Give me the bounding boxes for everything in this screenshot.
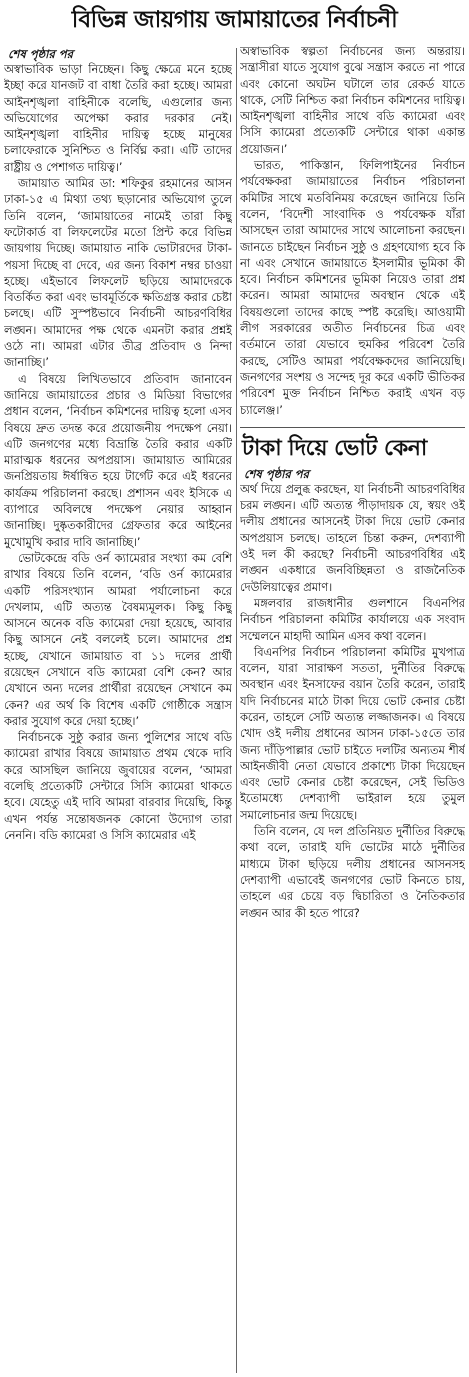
- article-paragraph: নির্বাচনকে সুষ্ঠু করার জন্য পুলিশের সাথে বডি ক্যামেরা রাখার বিষয়ে জামায়াত প্রথম থেকে দাবি করে আসছিল জানিয়ে জুবায়ের বলেন, ‘আমরা বলেছি প্রত্যেকটি সেন্টারে সিসি ক্যামেরা থাকতে হবে। যেহেতু এই দাবি আমরা বারবার দিয়েছি, কিন্তু এখন পর্যন্ত সন্তোষজনক কোনো উদ্যোগ তারা নেননি। বডি ক্যামেরা ও সিসি ক্যামেরার এই: [4, 731, 232, 842]
- column-divider: [236, 48, 237, 1373]
- article-paragraph: ভোটকেন্দ্রে বডি ওর্ন ক্যামেরার সংখ্যা কম বেশি রাখার বিষয়ে তিনি বলেন, ‘বডি ওর্ন ক্যামেরার একটি পরিসংখ্যান আমরা পর্যালোচনা করে দেখলাম, এটি অত্যন্ত বৈষম্যমূলক। কিছু কিছু আসনে অনেক বডি ক্যামেরা দেয়া হয়েছে, আবার কিছু আসনে নেই বললেই চলে। আমাদের প্রশ্ন হচ্ছে, যেখানে জামায়াত বা ১১ দলের প্রার্থী রয়েছেন সেখানে বডি ক্যামেরা বেশি কেন? আর যেখানে অন্য দলের প্রার্থীরা রয়েছেন সেখানে কম কেন? এর অর্থ কি বিশেষ একটি গোষ্ঠীকে সন্ত্রাস করার সুযোগ করে দেয়া হচ্ছে।’: [4, 551, 232, 728]
- article-paragraph: জামায়াত আমির ডা: শফিকুর রহমানের আসন ঢাকা-১৫ এ মিথ্যা তথ্য ছড়ানোর অভিযোগ তুলে তিনি বলেন, ‘জামায়াতের নামেই তারা কিছু ফটোকার্ড বা লিফলেটের মতো প্রিন্ট করে বিভিন্ন জায়গায় দিচ্ছে। জামায়াত নাকি ভোটারদের টাকা-পয়সা দিচ্ছে বা দেবে, এর জন্য বিকাশ নম্বর চাওয়া হচ্ছে। এইভাবে লিফলেট ছড়িয়ে আমাদেরকে বিতর্কিত করা এবং ভাবমূর্তিকে ক্ষতিগ্রস্ত করার চেষ্টা চলছে। এটি সুস্পষ্টভাবে নির্বাচনী আচরণবিধির লঙ্ঘন। আমাদের পক্ষ থেকে এমনটা করার প্রশ্নই ওঠে না। আমরা এটার তীব্র প্রতিবাদ ও নিন্দা জানাচ্ছি।’: [4, 177, 232, 370]
- article-paragraph: অস্বাভাবিক স্বল্পতা নির্বাচনের জন্য অন্তরায়। সন্ত্রাসীরা যাতে সুযোগ বুঝে সন্ত্রাস করতে না পারে এবং কোনো অঘটন ঘটালে তার রেকর্ড যাতে থাকে, সেটি নিশ্চিত করা নির্বাচন কমিশনের দায়িত্ব। আইনশৃঙ্খলা বাহিনীর সাথে বডি ক্যামেরা এবং সিসি ক্যামেরা প্রত্যেকটি সেন্টারে থাকা একান্ত প্রয়োজন।’: [240, 45, 465, 156]
- headline: বিভিন্ন জায়গায় জামায়াতের নির্বাচনী: [71, 7, 398, 33]
- article-paragraph: বিএনপির নির্বাচন পরিচালনা কমিটির মুখপাত্র বলেন, যারা সারাক্ষণ সততা, দুর্নীতির বিরুদ্ধে অবস্থান এবং ইনসাফের বয়ান তৈরি করেন, তারাই যদি নির্বাচনের মাঠে টাকা দিয়ে ভোট কেনার চেষ্টা করেন, তাহলে সেটি অত্যন্ত লজ্জাজনক। এ বিষয়ে খোদ ওই দলীয় প্রধানের আসন ঢাকা-১৫তে তার জন্য দাঁড়িপাল্লার ভোট চাইতে দলটির অন্যতম শীর্ষ আইনজীবী নেতা যেভাবে প্রকাশ্যে টাকা দিয়েছেন এবং ভোট কেনার চেষ্টা করেছেন, সেই ভিডিও ইতোমধ্যে দেশব্যাপী ভাইরাল হয়ে তুমুল সমালোচনার জন্ম দিয়েছে।: [240, 645, 465, 822]
- left-column: [4, 44, 232, 1377]
- section-divider: [240, 427, 465, 428]
- article-paragraph: ভারত, পাকিস্তান, ফিলিপাইনের নির্বাচন পর্যবেক্ষকরা জামায়াতের নির্বাচন পরিচালনা কমিটির সাথে মতবিনিময় করেছেন জানিয়ে তিনি বলেন, ‘বিদেশী সাংবাদিক ও পর্যবেক্ষক যাঁরা আসছেন তারা আমাদের সাথে আলোচনা করছেন। জানতে চাইছেন নির্বাচন সুষ্ঠু ও গ্রহণযোগ্য হবে কি না এবং সেখানে জামায়াতে ইসলামীর ভূমিকা কী হবে। নির্বাচন কমিশনের ভূমিকা নিয়েও তারা প্রশ্ন করেন। আমরা আমাদের অবস্থান থেকে এই বিষয়গুলো তাদের কাছে স্পষ্ট করেছি। আওয়ামী লীগ সরকারের অতীত নির্বাচনের চিত্র এবং বর্তমানে তারা যেভাবে হুমকির পরিবেশ তৈরি করছে, সেটিও আমরা পর্যবেক্ষকদের জানিয়েছি। জনগণের সংশয় ও সন্দেহ দূর করে একটি ভীতিকর পরিবেশ মুক্ত নির্বাচন নিশ্চিত করাই এখন বড় চ্যালেঞ্জ।’: [240, 159, 465, 417]
- article-paragraph: অর্থ দিয়ে প্রলুব্ধ করছেন, যা নির্বাচনী আচরণবিধির চরম লঙ্ঘন। এটি অত্যন্ত পীড়াদায়ক যে, স্বয়ং ওই দলীয় প্রধানের আসনেই টাকা দিয়ে ভোট কেনার অপপ্রয়াস চলছে। তাহলে চিন্তা করুন, দেশব্যাপী ওই দল কী করছে? নির্বাচনী আচরণবিধির এই লঙ্ঘন একধারে জনবিচ্ছিন্নতা ও রাজনৈতিক দেউলিয়াত্বের প্রমাণ।: [240, 482, 465, 594]
- sub-headline: টাকা দিয়ে ভোট কেনা: [242, 435, 427, 461]
- article-paragraph: মঙ্গলবার রাজধানীর গুলশানে বিএনপির নির্বাচন পরিচালনা কমিটির কার্যালয়ে এক সংবাদ সম্মেলনে মাহাদী আমিন এসব কথা বলেন।: [240, 596, 465, 643]
- right-column: [240, 44, 465, 1377]
- article-paragraph: এ বিষয়ে লিখিতভাবে প্রতিবাদ জানাবেন জানিয়ে জামায়াতের প্রচার ও মিডিয়া বিভাগের প্রধান বলেন, ‘নির্বাচন কমিশনের দায়িত্ব হলো এসব বিষয়ে দ্রুত তদন্ত করে প্রয়োজনীয় পদক্ষেপ নেয়া। এটি জনগণের মধ্যে বিভ্রান্তি তৈরি করার একটি মারাত্মক ধরনের অপপ্রয়াস। জামায়াত আমিরের জনপ্রিয়তায় ঈর্ষান্বিত হয়ে টার্গেট করে এই ধরনের কার্যক্রম পরিচালনা করছে। প্রশাসন এবং ইসিকে এ ব্যাপারে অবিলম্বে পদক্ষেপ নেয়ার আহ্বান জানাচ্ছি। দুষ্কৃতকারীদের গ্রেফতার করে আইনের মুখোমুখি করার দাবি জানাচ্ছি।’: [4, 372, 232, 549]
- dateline: শেষ পৃষ্ঠার পর: [8, 47, 73, 61]
- article-paragraph: অস্বাভাবিক ভাড়া নিচ্ছেন। কিছু ক্ষেত্রে মনে হচ্ছে ইচ্ছা করে যানজট বা বাধা তৈরি করা হচ্ছে। আমরা আইনশৃঙ্খলা বাহিনীকে বলেছি, এগুলোর জন্য অভিযোগের অপেক্ষা করার দরকার নেই। আইনশৃঙ্খলা বাহিনীর দায়িত্ব হচ্ছে মানুষের চলাফেরাকে সুনিশ্চিত ও নির্বিঘ্ন করা। এটি তাদের রাষ্ট্রীয় ও পেশাগত দায়িত্ব।’: [4, 63, 232, 174]
- sub-dateline: শেষ পৃষ্ঠার পর: [244, 466, 309, 481]
- article-paragraph: তিনি বলেন, যে দল প্রতিনিয়ত দুর্নীতির বিরুদ্ধে কথা বলে, তারাই যদি ভোটের মাঠে দুর্নীতির মাধ্যমে টাকা ছড়িয়ে দলীয় প্রধানের আসনসহ দেশব্যাপী এভাবেই জনগণের ভোট কিনতে চায়, তাহলে এর চেয়ে বড় দ্বিচারিতা ও নৈতিকতার লঙ্ঘন আর কী হতে পারে?: [240, 825, 465, 920]
